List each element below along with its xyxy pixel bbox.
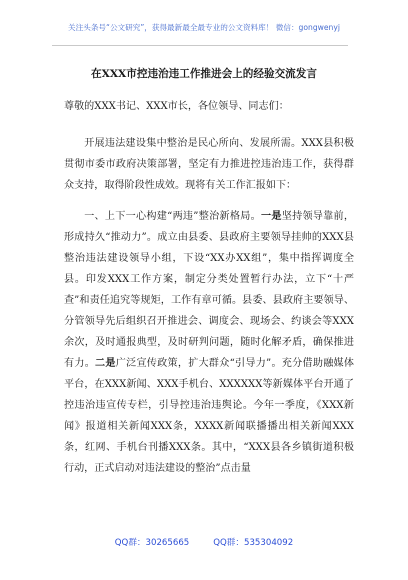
point-two-label: 二是	[95, 358, 116, 369]
footer-qq-group-1: QQ群：30265665	[114, 538, 190, 548]
section-one-lead: 一、上下一心构建“两违”整治新格局。	[84, 211, 261, 222]
point-one-label: 一是	[260, 211, 282, 222]
document-title: 在XXX市控违治违工作推进会上的经验交流发言	[91, 68, 317, 80]
salutation: 尊敬的XXX书记、XXX市长，各位领导、同志们：	[64, 101, 289, 112]
footer-qq-group-2: QQ群：535304092	[213, 538, 294, 548]
document-body	[64, 96, 354, 489]
header-divider	[52, 45, 348, 46]
page-footer	[0, 536, 408, 548]
point-one-text: 坚持领导靠前，形成持久“推动力”。成立由县委、县政府主要领导挂帅的XXX县整治违法建设领导小组，下设“XX办XX组”，集中指挥调度全县。印发XXX工作方案，制定分类处置暂行办法，立下“十严查”和责任追究等规矩，工作有章可循。县委、县政府主要领导、分管领导先后组织召开推进会、调度会、现场会、约谈会等XXX余次，及时通报典型，及时研判问题，随时化解矛盾，确保推进有力。	[64, 211, 355, 369]
point-two-text: 广泛宣传政策，扩大群众“引导力”。充分借助融媒体平台，在XXX新闻、XXX手机台、XXXXXX等新媒体平台开通了控违治违宣传专栏，引导控违治违舆论。今年一季度，《XXX新闻》报道相关新闻XXX条，XXXX新闻联播播出相关新闻XXX条，红网、手机台刊播XXX条。其中，“XXX县各乡镇街道积极行动，正式启动对违法建设的整治”点击量	[64, 358, 354, 474]
intro-paragraph: 开展违法建设集中整治是民心所向、发展所需。XXX县积极贯彻市委市政府决策部署，坚定有力推进控违治违工作，获得群众支持，取得阶段性成效。现将有关工作汇报如下：	[64, 138, 354, 191]
section-one-paragraph	[64, 206, 354, 479]
page-header-banner: 关注头条号“公文研究”，获得最新最全最专业的公文资料库！ 微信：gongwenyj	[68, 23, 340, 32]
